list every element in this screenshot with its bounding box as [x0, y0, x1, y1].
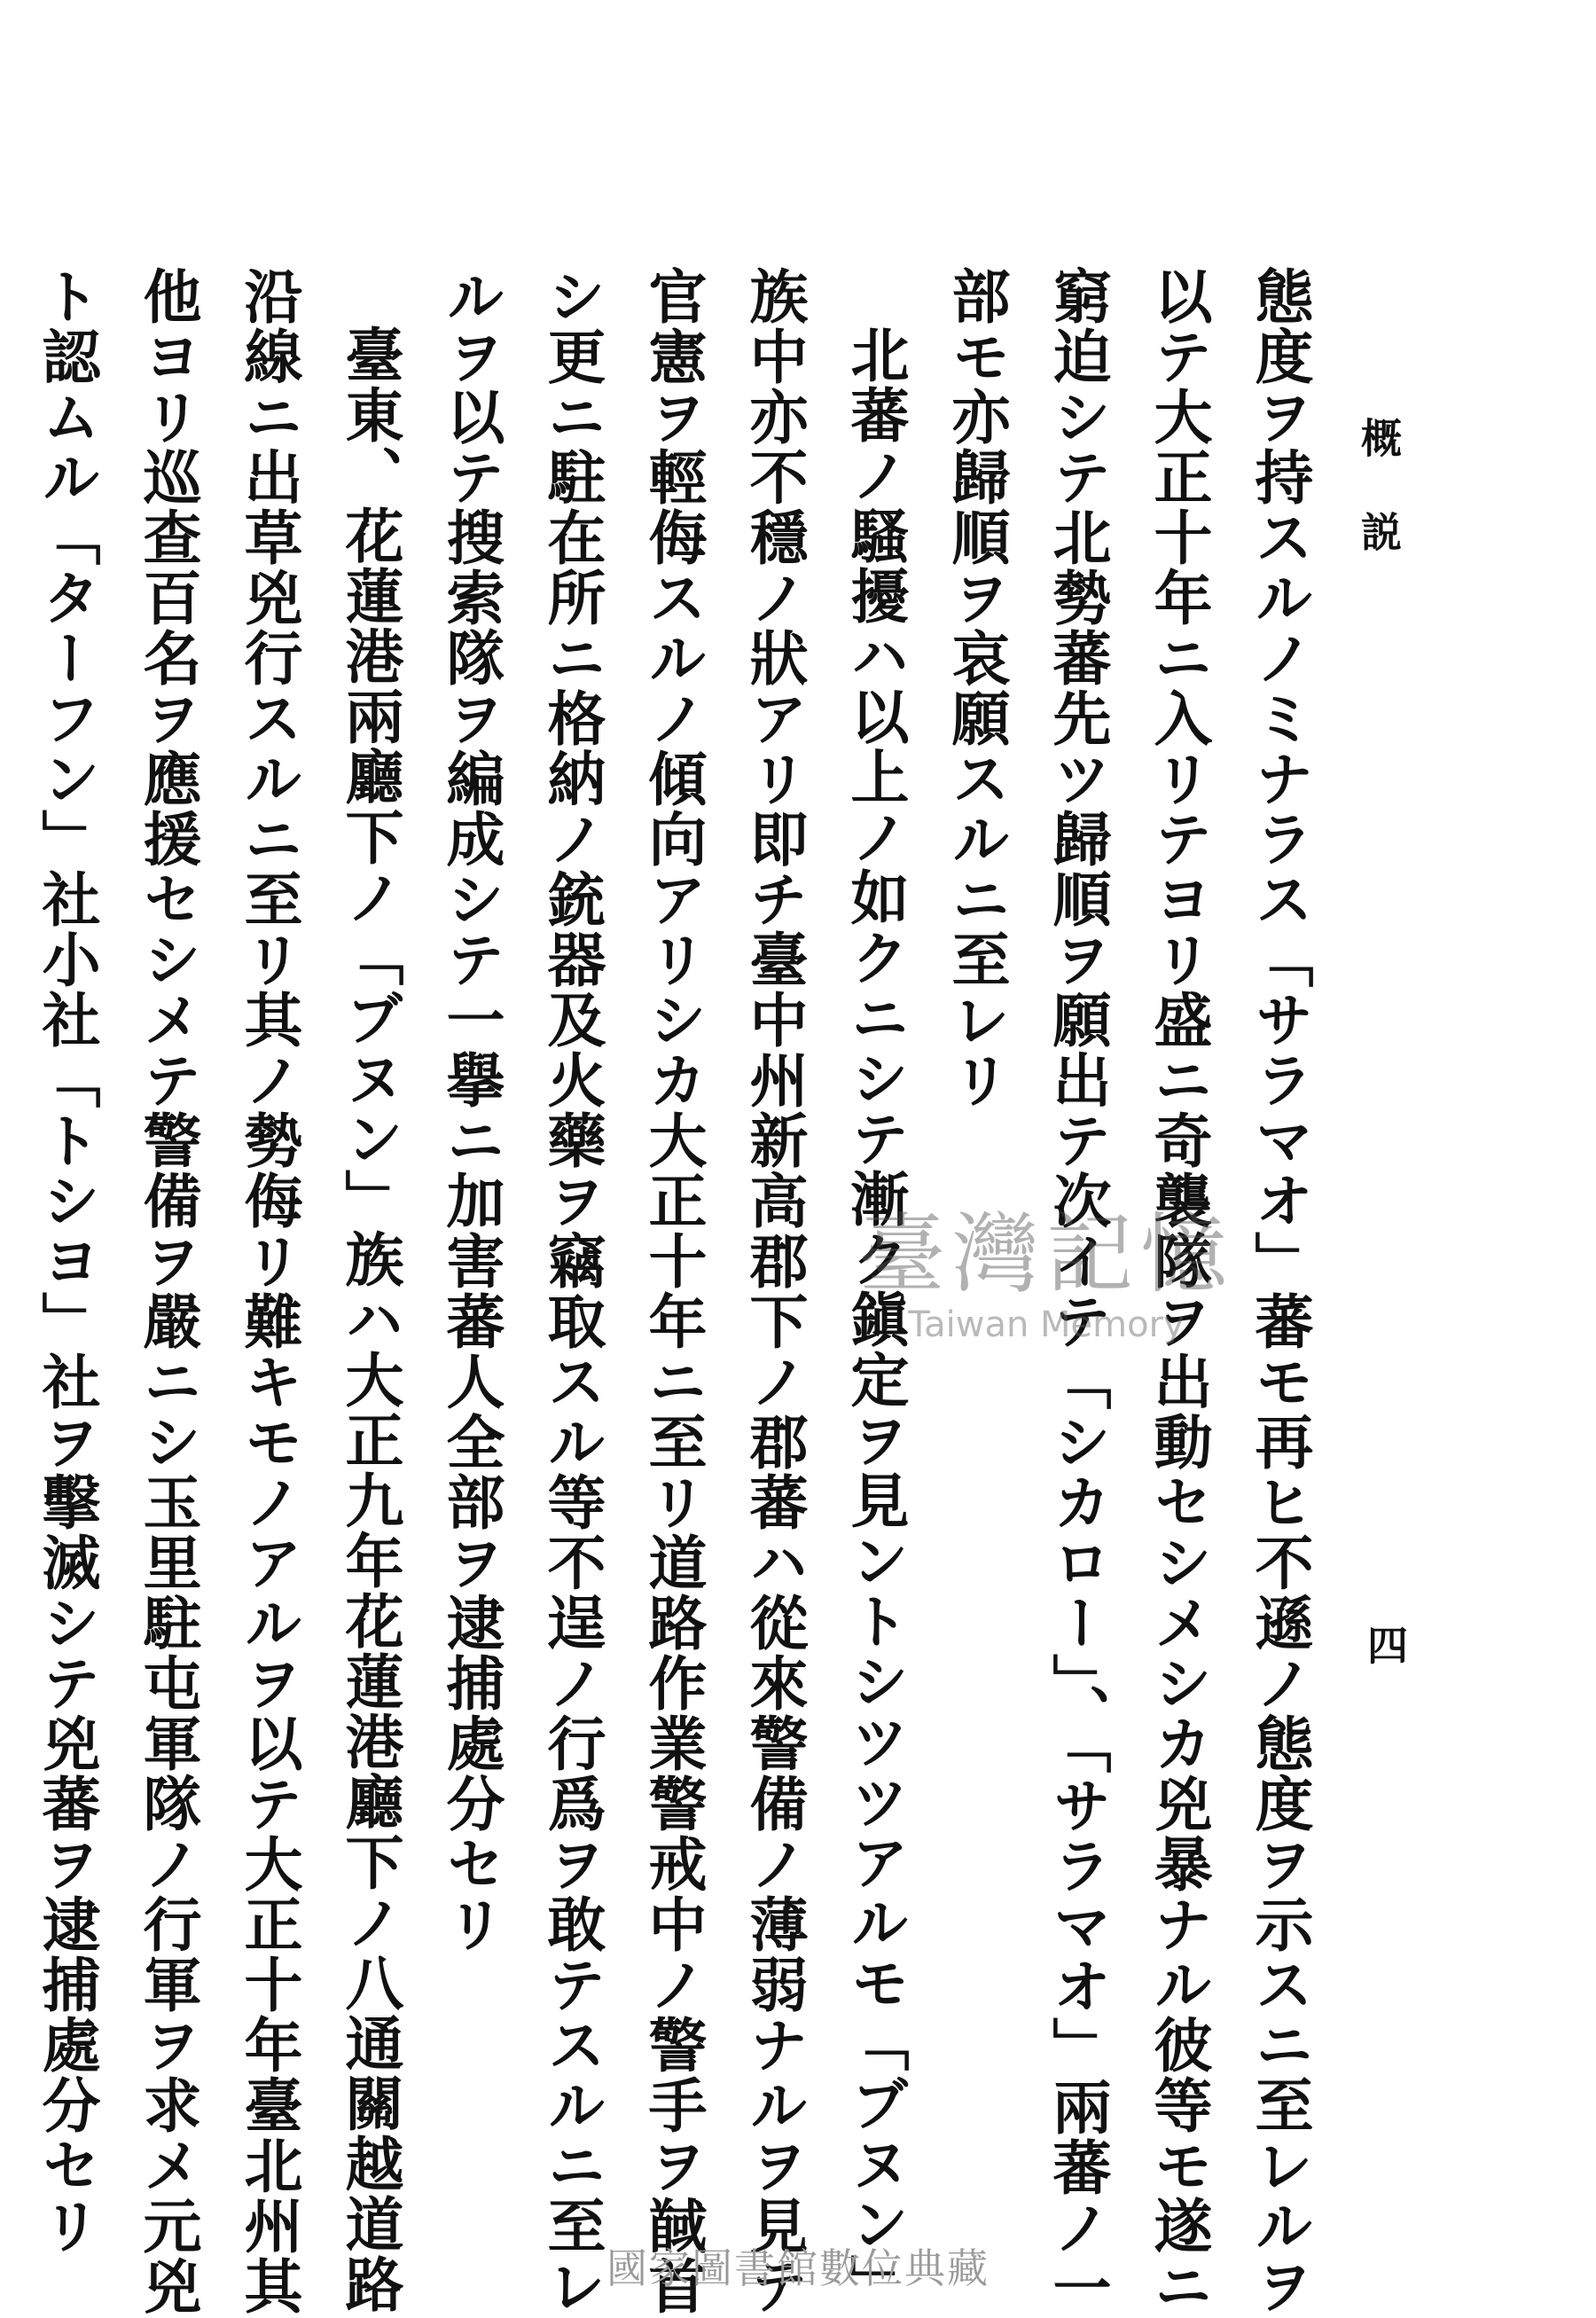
running-head: 概説 — [1355, 417, 1403, 605]
footer-credit: 國家圖書館數位典藏 — [606, 2244, 990, 2292]
text-column: 窮迫シテ北勢蕃先ツ歸順ヲ願出テ次イテ「シカロー」、「サラマオ」兩蕃ノ一 — [1043, 266, 1112, 2318]
text-column: ルヲ以テ搜索隊ヲ編成シテ一擧ニ加害蕃人全部ヲ逮捕處分セリ — [436, 266, 505, 1954]
text-column: 北蕃ノ騷擾ハ以上ノ如クニシテ漸ク鎭定ヲ見ントシツツアルモ「ブヌン」 — [841, 325, 910, 2314]
text-column: 沿線ニ出草兇行スルニ至リ其ノ勢侮リ難キモノアルヲ以テ大正十年臺北州其 — [234, 266, 303, 2316]
text-column: 臺東、花蓮港兩廳下ノ「ブヌン」族ハ大正九年花蓮港廳下ノ八通關越道路 — [335, 325, 404, 2314]
page-number: 四 — [1367, 1622, 1408, 1670]
text-column: シ更ニ駐在所ニ格納ノ銃器及火藥ヲ竊取スル等不逞ノ行爲ヲ敢テスルニ至レ — [537, 266, 606, 2316]
text-column: 族中亦不穩ノ狀アリ即チ臺中州新高郡下ノ郡蕃ハ從來警備ノ薄弱ナルヲ見テ — [739, 266, 809, 2316]
watermark-title: 臺灣記憶 — [857, 1204, 1234, 1305]
text-column: 態度ヲ持スルノミナラス「サラマオ」蕃モ再ヒ不遜ノ態度ヲ示スニ至レルヲ — [1245, 266, 1314, 2316]
text-column: 部モ亦歸順ヲ哀願スルニ至レリ — [942, 266, 1011, 1110]
text-column: 以テ大正十年ニ入リテヨリ盛ニ奇襲隊ヲ出動セシメシカ兇暴ナル彼等モ遂ニ — [1144, 266, 1213, 2316]
text-column: 官憲ヲ輕侮スルノ傾向アリシカ大正十年ニ至リ道路作業警戒中ノ警手ヲ馘首 — [638, 266, 708, 2316]
text-column: 他ヨリ巡查百名ヲ應援セシメテ警備ヲ嚴ニシ玉里駐屯軍隊ノ行軍ヲ求メ元兇 — [133, 266, 202, 2316]
text-column: ト認ムル「ターフン」社小社「トシヨ」社ヲ擊滅シテ兇蕃ヲ逮捕處分セリ — [32, 266, 101, 2256]
watermark-subtitle: Taiwan Memory — [908, 1304, 1185, 1345]
